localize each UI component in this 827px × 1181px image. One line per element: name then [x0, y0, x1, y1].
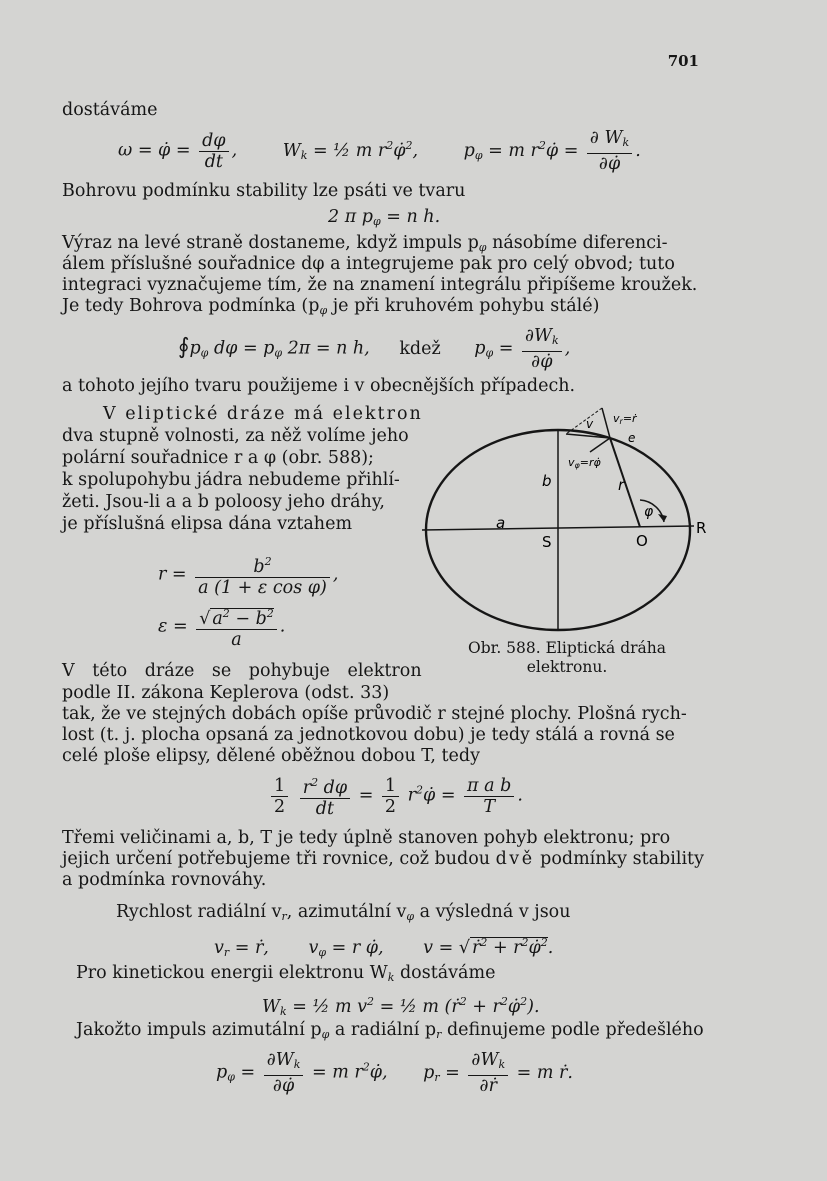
paragraph-1-line-1: Výraz na levé straně dostaneme, když impuls $p_\varphi$ násobíme diferenci-: [62, 233, 668, 254]
three-line-3: a podmínka rovnováhy.: [62, 870, 267, 890]
label-S: S: [542, 533, 552, 551]
kepler-line-5: celé ploše elipsy, dělené oběžnou dobou T, tedy: [62, 746, 481, 766]
paragraph-1-line-3: integraci vyznačujeme tím, že na znamení integrálu připíšeme kroužek.: [62, 275, 698, 295]
label-b: b: [542, 472, 552, 490]
label-R: R: [696, 519, 707, 537]
equation-kinetic: $W_k$ = ½ m $v^2$ = ½ m (ṙ$^2$ + $r^2\varphi̇^2$).: [262, 995, 540, 1018]
equation-bohr: 2 π $p_\varphi = n$ h.: [328, 207, 441, 228]
radial-velocity-arrow: [602, 408, 610, 438]
ellipse-line-1: V eliptické dráze má elektron: [103, 404, 423, 424]
equation-speeds: $v_r$ = ṙ, $v_\varphi = r$ φ̇, v = √ ṙ$^2$ + $r^2\varphi̇^2$.: [214, 936, 554, 959]
label-O: O: [636, 532, 648, 550]
impulse-line: Jakožto impuls azimutální $p_\varphi$ a radiální $p_r$ definujeme podle předešlého: [76, 1020, 704, 1041]
paragraph-2: a tohoto jejího tvaru použijeme i v obecnějších případech.: [62, 376, 576, 396]
ellipse-line-2: dva stupně volnosti, za něž volíme jeho: [62, 426, 409, 446]
radius-vector: [610, 438, 640, 527]
ellipse-orbit-figure: [418, 400, 718, 640]
text-intro: dostáváme: [62, 100, 158, 120]
ellipse-line-5: žeti. Jsou-li a a b poloosy jeho dráhy,: [62, 492, 385, 512]
caption-line-2: elektronu.: [526, 658, 608, 676]
caption-line-1: Obr. 588. Eliptická dráha: [467, 639, 666, 657]
paragraph-1-line-2: álem příslušné souřadnice dφ a integrujeme pak pro celý obvod; tuto: [62, 254, 675, 274]
kepler-line-4: lost (t. j. plocha opsaná za jednotkovou dobu) je tedy stálá a rovná se: [62, 725, 675, 745]
three-line-2: jejich určení potřebujeme tři rovnice, což budou dvě podmínky stability: [62, 849, 704, 869]
label-v: v: [586, 417, 594, 431]
page-number: 701: [667, 52, 699, 70]
label-vphi: vφ=rφ̇: [568, 456, 601, 470]
paragraph-1-line-4: Je tedy Bohrova podmínka ($p_\varphi$ je při kruhovém pohybu stálé): [62, 296, 600, 317]
ellipse-line-4: k spolupohybu jádra nebudeme přihlí-: [62, 470, 400, 490]
ellipse-line-3: polární souřadnice r a φ (obr. 588);: [62, 448, 374, 468]
kepler-line-1: V této dráze se pohybuje elektron: [62, 661, 422, 681]
equation-impulses: $p_\varphi$ = $\frac{\partial W_k}{\partial\varphi̇}$ = m $r^2\varphi̇$, $p_r$ = $\frac{\partial W_k}{\text{∂ṙ}}$ = m ṙ.: [216, 1050, 573, 1096]
equation-r: r = $\frac{b^2}{\text{a (1 + ε cos φ)}}$ ,: [158, 552, 338, 598]
azimuthal-velocity-arrow: [590, 438, 610, 452]
label-a: a: [496, 514, 506, 532]
ellipse-line-6: je příslušná elipsa dána vztahem: [62, 514, 353, 534]
kepler-line-3: tak, že ve stejných dobách opíše průvodič r stejné plochy. Plošná rych-: [62, 704, 687, 724]
label-phi: φ: [644, 504, 654, 520]
angle-arrowhead-icon: [658, 514, 667, 522]
kinetic-line: Pro kinetickou energii elektronu $W_k$ dostáváme: [76, 963, 496, 984]
equation-areal-velocity: $\frac{1}{2}$ $\frac{r^2 d\varphi}{dt}$ = $\frac{1}{2}$ $r^2\varphi̇$ = $\frac{\text{π a b}}{T}$ .: [268, 773, 523, 819]
text-bohr-intro: Bohrovu podmínku stability lze psáti ve tvaru: [62, 181, 466, 201]
label-r: r: [618, 476, 625, 494]
velocity-parallelogram: [566, 408, 602, 434]
speed-line: Rychlost radiální $v_r$, azimutální $v_\varphi$ a výsledná v jsou: [116, 902, 571, 923]
three-line-1: Třemi veličinami a, b, T je tedy úplně stanoven pohyb elektronu; pro: [62, 828, 671, 848]
label-e: e: [628, 431, 636, 445]
figure-caption: [452, 639, 682, 677]
kepler-line-2: podle II. zákona Keplerova (odst. 33): [62, 683, 390, 703]
equation-omega: ω = φ̇ = $\frac{d\varphi}{dt}$ , $W_k$ = ½ m $r^2\varphi̇^2$, $p_\varphi = m$ $r^2\varphi̇$ = $\frac{\partial W_k}{\partial\varphi̇}$ .: [118, 128, 641, 174]
label-vr: vr=ṙ: [613, 412, 637, 426]
equation-epsilon: ε = $\frac{√ a^2 - b^2}{a}$ .: [158, 604, 285, 650]
equation-integral: $∮p_\varphi$ $d\varphi = p_\varphi$ 2π = n h, kdež $p_\varphi$ = $\frac{\partial W_k}{\partial\varphi̇}$ ,: [178, 326, 571, 372]
